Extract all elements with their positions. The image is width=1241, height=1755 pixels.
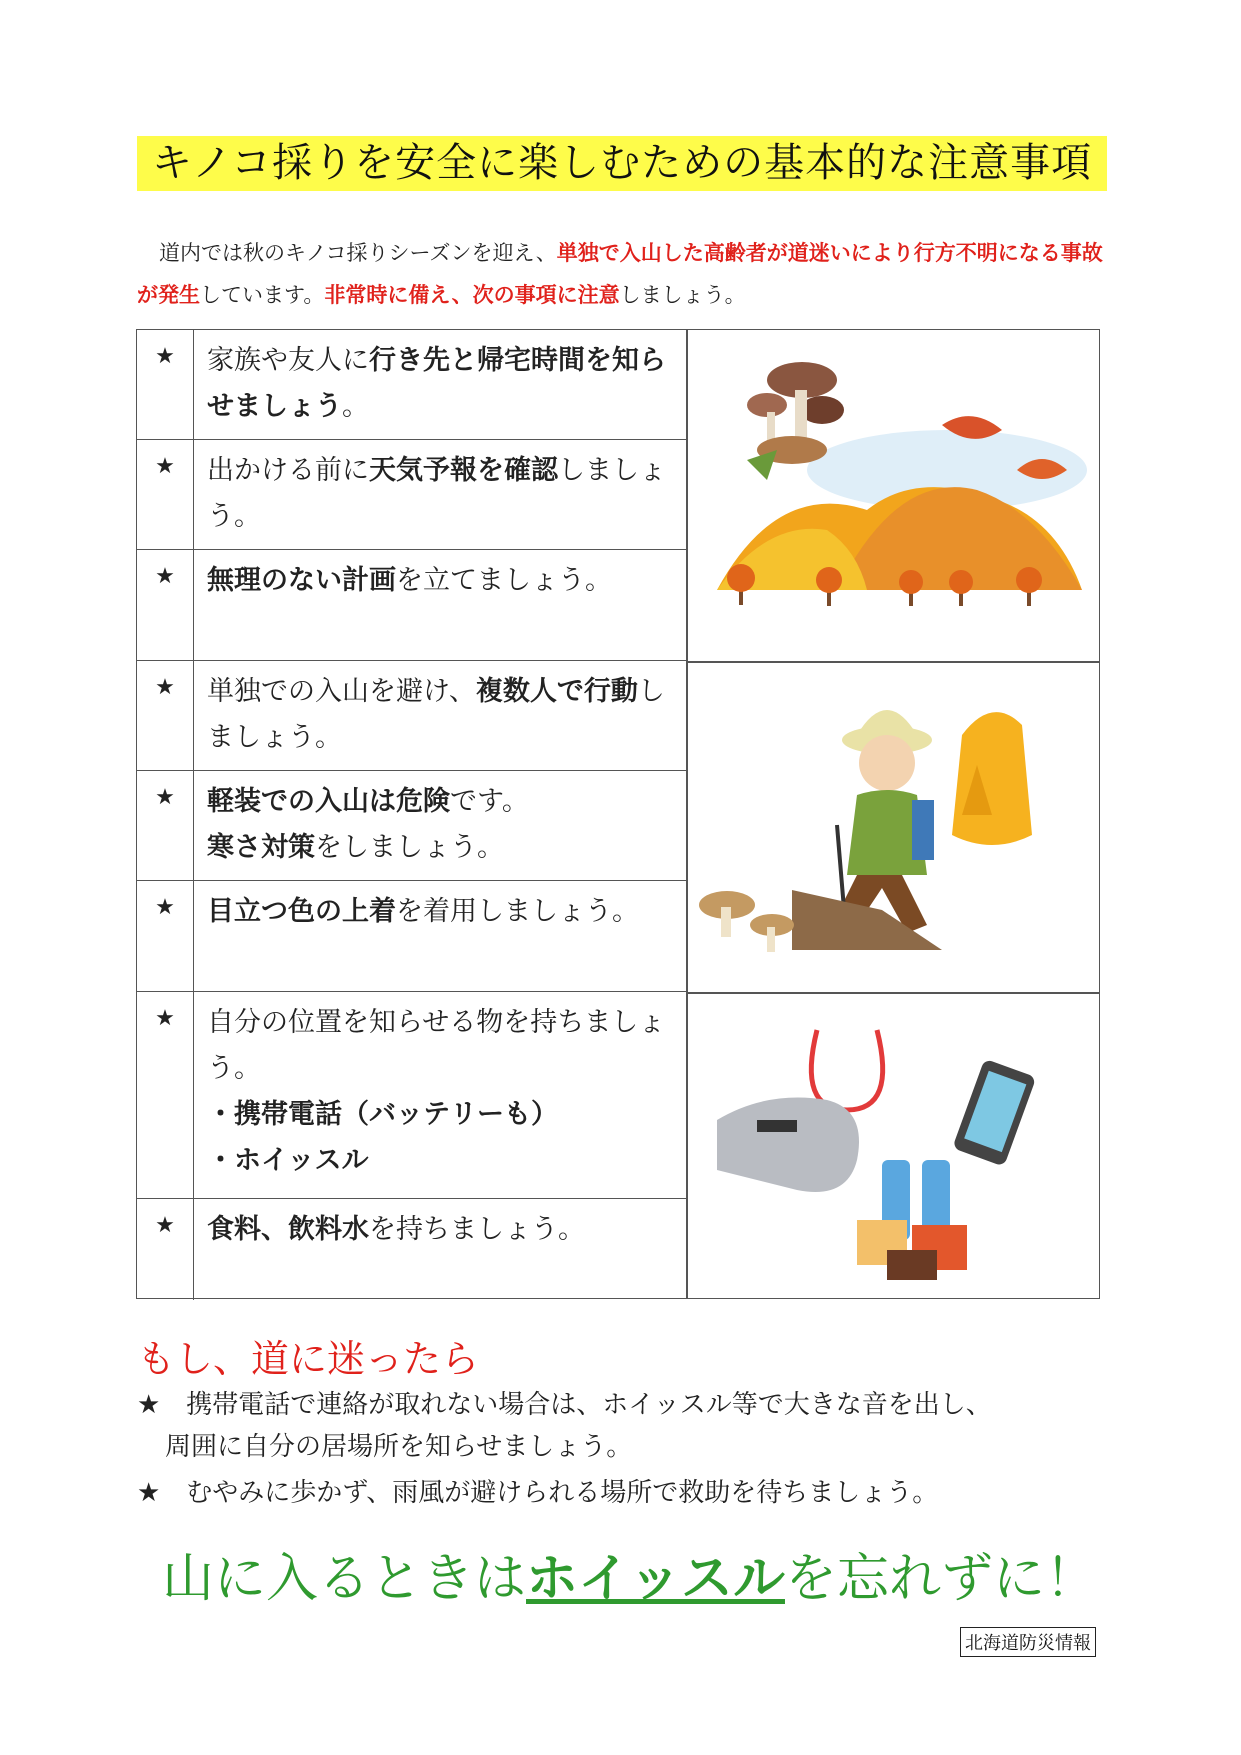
intro-text-3: しましょう。 [619, 283, 746, 307]
table-row [137, 661, 687, 771]
table-row [137, 771, 687, 881]
intro-paragraph [137, 232, 1107, 316]
row-text: 軽装での入山は危険です。 寒さ対策をしましょう。 [207, 786, 529, 863]
slogan: 山に入るときはホイッスルを忘れずに！ [162, 1549, 1097, 1609]
star-icon: ★ [137, 881, 194, 991]
star-icon: ★ [137, 771, 194, 880]
source-label: 北海道防災情報 [960, 1627, 1096, 1657]
precautions-table [136, 329, 1100, 1299]
star-icon: ★ [137, 440, 194, 549]
row-text: 自分の位置を知らせる物を持ちましょう。 ・携帯電話（バッテリーも） ・ホイッスル [207, 1007, 666, 1176]
whistle-phone-food-illustration [697, 1010, 1092, 1295]
lost-item-2: ★ むやみに歩かず、雨風が避けられる場所で救助を待ちましょう。 [137, 1478, 939, 1508]
star-icon: ★ [137, 661, 194, 770]
intro-text-1: 道内では秋のキノコ採りシーズンを迎え、 [159, 241, 557, 265]
star-icon: ★ [137, 330, 194, 439]
star-icon: ★ [137, 1199, 194, 1300]
autumn-mountain-illustration [697, 350, 1092, 640]
page-title: キノコ採りを安全に楽しむための基本的な注意事項 [137, 136, 1107, 191]
table-row [137, 881, 687, 992]
lost-item-1: ★ 携帯電話で連絡が取れない場合は、ホイッスル等で大きな音を出し、 [137, 1390, 992, 1420]
star-icon: ★ [137, 550, 194, 660]
row-text: 目立つ色の上着を着用しましょう。 [207, 896, 639, 927]
lost-heading: もし、道に迷ったら [137, 1337, 480, 1381]
lost-item-1-cont: 周囲に自分の居場所を知らせましょう。 [165, 1432, 633, 1462]
group-divider [686, 661, 1099, 663]
table-row [137, 330, 687, 440]
row-text: 食料、飲料水を持ちましょう。 [207, 1214, 585, 1245]
row-text: 無理のない計画を立てましょう。 [207, 565, 612, 596]
column-divider [686, 330, 688, 1298]
group-divider [686, 992, 1099, 994]
table-row [137, 550, 687, 661]
row-text: 単独での入山を避け、複数人で行動しましょう。 [207, 676, 665, 753]
row-text: 家族や友人に行き先と帰宅時間を知らせましょう。 [207, 345, 666, 422]
intro-text-2: しています。 [200, 283, 325, 307]
row-text: 出かける前に天気予報を確認しましょう。 [207, 455, 666, 532]
table-row [137, 1199, 687, 1300]
intro-red-2: 非常時に備え、次の事項に注意 [324, 283, 620, 307]
star-icon: ★ [137, 992, 194, 1198]
table-row [137, 440, 687, 550]
intro-red-1: 単独で入山した高齢者が道迷いにより行方不明になる事故が発生 [137, 241, 1103, 307]
table-row [137, 992, 687, 1199]
hiker-illustration [697, 675, 1092, 980]
